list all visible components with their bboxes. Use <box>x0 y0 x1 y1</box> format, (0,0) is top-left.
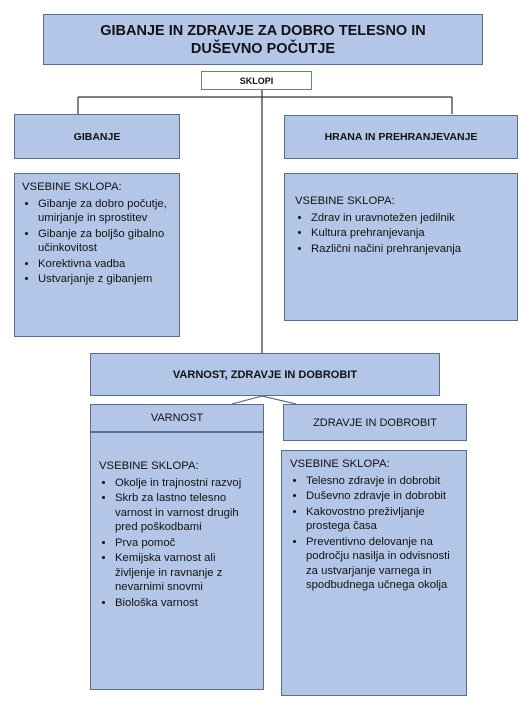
list-item: • Kultura prehranjevanja <box>311 226 510 241</box>
gibanje-content-heading: VSEBINE SKLOPA: <box>22 181 122 193</box>
varnost-content-box <box>90 432 264 690</box>
list-item: • Biološka varnost <box>115 596 256 611</box>
hrana-content-list <box>295 211 510 257</box>
varnost-header <box>90 404 264 432</box>
sklopi-label-box <box>201 71 312 90</box>
list-item: • Skrb za lastno telesno varnost in varnost drugih pred poškodbami <box>115 491 256 535</box>
list-item: • Prva pomoč <box>115 536 256 551</box>
connector-to-zdravje <box>262 396 296 404</box>
list-item: • Ustvarjanje z gibanjem <box>38 272 172 287</box>
list-item: • Gibanje za boljšo gibalno učinkovitost <box>38 227 172 256</box>
list-item: • Kakovostno preživljanje prostega časa <box>306 505 459 534</box>
hrana-content-box <box>284 173 518 321</box>
list-item: • Različni načini prehranjevanja <box>311 242 510 257</box>
hrana-title: HRANA IN PREHRANJEVANJE <box>324 131 478 143</box>
list-item: • Zdrav in uravnotežen jedilnik <box>311 211 510 226</box>
varnost-content-list <box>99 476 256 611</box>
zdravje-content-box <box>281 450 467 696</box>
gibanje-header <box>14 114 180 159</box>
page-title-box <box>43 14 483 65</box>
connector-to-varnost <box>232 396 262 404</box>
list-item: • Korektivna vadba <box>38 257 172 272</box>
varnost-content-heading: VSEBINE SKLOPA: <box>99 460 199 472</box>
list-item: • Duševno zdravje in dobrobit <box>306 489 459 504</box>
varnost-title: VARNOST <box>150 412 204 424</box>
list-item: • Preventivno delovanje na področju nasilja in odvisnosti za ustvarjanje varnega in spodbudnega učnega okolja <box>306 535 459 593</box>
page-title: GIBANJE IN ZDRAVJE ZA DOBRO TELESNO IN DUŠEVNO POČUTJE <box>100 22 426 57</box>
list-item: • Gibanje za dobro počutje, umirjanje in sprostitev <box>38 197 172 226</box>
zdravje-title: ZDRAVJE IN DOBROBIT <box>313 416 437 429</box>
list-item: • Telesno zdravje in dobrobit <box>306 474 459 489</box>
varnost-zdravje-title: VARNOST, ZDRAVJE IN DOBROBIT <box>172 368 358 381</box>
zdravje-content-list <box>290 474 459 593</box>
gibanje-content-box <box>14 173 180 337</box>
zdravje-content-heading: VSEBINE SKLOPA: <box>290 458 390 470</box>
hrana-content-heading: VSEBINE SKLOPA: <box>295 195 395 207</box>
zdravje-header <box>283 404 467 441</box>
list-item: • Kemijska varnost ali življenje in ravnanje z nevarnimi snovmi <box>115 551 256 595</box>
gibanje-content-list <box>22 197 172 287</box>
sklopi-label: SKLOPI <box>239 75 274 86</box>
hrana-header <box>284 115 518 159</box>
list-item: • Okolje in trajnostni razvoj <box>115 476 256 491</box>
gibanje-title: GIBANJE <box>73 130 121 143</box>
varnost-zdravje-header <box>90 353 440 396</box>
